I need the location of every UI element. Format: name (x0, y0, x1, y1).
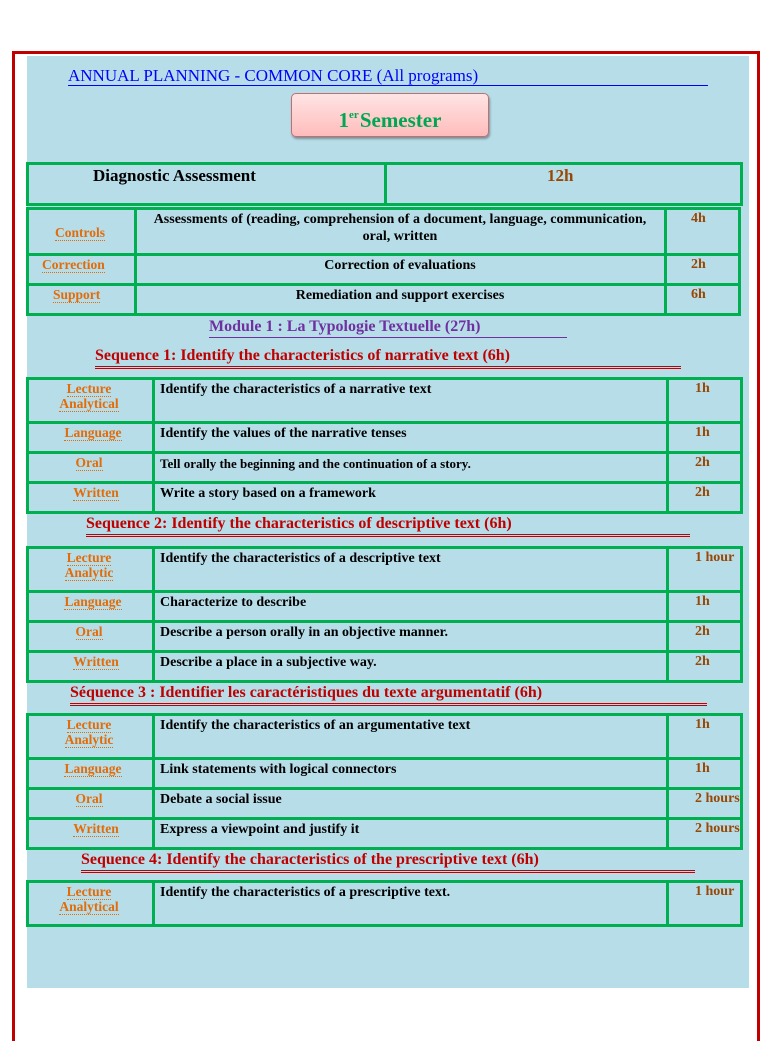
row-divider (26, 481, 743, 484)
row-divider (26, 787, 743, 790)
row-label-oral: Oral (75, 791, 103, 806)
row-hours: 4h (691, 211, 706, 226)
row-divider (26, 451, 743, 454)
row-divider (26, 650, 743, 653)
row-text: Write a story based on a framework (160, 486, 376, 501)
row-text: Identify the characteristics of a narrative text (160, 382, 432, 397)
row-text: Assessments of (reading, comprehension of a document, language, communication, oral, written (153, 212, 647, 244)
col-divider (666, 546, 669, 683)
row-hours: 1 hour (695, 550, 735, 565)
row-hours: 1h (695, 594, 710, 609)
row-label-lecture: Lecture Analytic (64, 550, 114, 580)
col-divider (666, 713, 669, 850)
row-divider (26, 283, 741, 286)
row-label-lecture: Lecture Analytical (59, 381, 119, 411)
row-divider (26, 590, 743, 593)
row-divider (26, 253, 741, 256)
row-label-correction: Correction (42, 257, 105, 272)
sequence-3-title: Séquence 3 : Identifier les caractéristiques du texte argumentatif (6h) (70, 683, 707, 706)
row-hours: 2h (695, 624, 710, 639)
semester-badge (291, 93, 489, 137)
row-label-lecture: Lecture Analytic (64, 717, 114, 747)
row-hours: 1 hour (695, 884, 735, 899)
row-label-controls: Controls (54, 225, 105, 240)
row-text: Tell orally the beginning and the continuation of a story. (160, 456, 471, 471)
row-label-written: Written (73, 654, 119, 669)
semester-word: Semester (359, 108, 442, 132)
row-divider (26, 757, 743, 760)
row-label-lecture: Lecture Analytical (59, 884, 119, 914)
row-text: Describe a place in a subjective way. (160, 655, 377, 670)
row-hours: 2h (691, 257, 706, 272)
col-divider (134, 207, 137, 316)
row-hours: 2h (695, 485, 710, 500)
row-hours: 1h (695, 717, 710, 732)
row-label-language: Language (64, 761, 122, 776)
sequence-2-title: Sequence 2: Identify the characteristics of descriptive text (6h) (86, 514, 690, 537)
row-text: Characterize to describe (160, 595, 307, 610)
sequence-4-title: Sequence 4: Identify the characteristics of the prescriptive text (6h) (81, 850, 695, 873)
col-divider (664, 207, 667, 316)
col-divider (666, 880, 669, 927)
row-text: Link statements with logical connectors (160, 762, 397, 777)
row-text: Identify the values of the narrative tenses (160, 426, 407, 441)
row-label-language: Language (64, 594, 122, 609)
row-label-written: Written (73, 821, 119, 836)
row-hours: 2 hours (695, 821, 740, 836)
sequence-1-title: Sequence 1: Identify the characteristics of narrative text (6h) (95, 346, 681, 369)
row-hours: 1h (695, 761, 710, 776)
row-text: Correction of evaluations (324, 258, 476, 273)
diagnostic-label: Diagnostic Assessment (93, 166, 256, 185)
page-title: ANNUAL PLANNING - COMMON CORE (All programs) (68, 66, 708, 86)
row-label-support: Support (53, 287, 101, 302)
semester-number: 1 (338, 108, 350, 132)
module-title: Module 1 : La Typologie Textuelle (27h) (209, 317, 567, 338)
row-text: Identify the characteristics of an argumentative text (160, 718, 471, 733)
diagnostic-hours: 12h (547, 166, 574, 185)
row-divider (26, 817, 743, 820)
row-label-oral: Oral (75, 624, 103, 639)
row-text: Identify the characteristics of a prescriptive text. (160, 885, 451, 900)
row-label-oral: Oral (75, 455, 103, 470)
diagnostic-divider (384, 162, 387, 206)
row-hours: 2 hours (695, 791, 740, 806)
col-divider (666, 377, 669, 514)
row-hours: 2h (695, 654, 710, 669)
row-hours: 2h (695, 455, 710, 470)
col-divider (152, 880, 155, 927)
row-hours: 6h (691, 287, 706, 302)
row-hours: 1h (695, 425, 710, 440)
row-text: Describe a person orally in an objective manner. (160, 625, 449, 640)
row-label-written: Written (73, 485, 119, 500)
row-divider (26, 421, 743, 424)
row-divider (26, 620, 743, 623)
row-text: Remediation and support exercises (295, 288, 505, 303)
row-label-language: Language (64, 425, 122, 440)
row-text: Debate a social issue (160, 792, 282, 807)
row-text: Identify the characteristics of a descriptive text (160, 551, 441, 566)
row-hours: 1h (695, 381, 710, 396)
row-text: Express a viewpoint and justify it (160, 822, 360, 837)
semester-superscript: er (349, 109, 359, 121)
